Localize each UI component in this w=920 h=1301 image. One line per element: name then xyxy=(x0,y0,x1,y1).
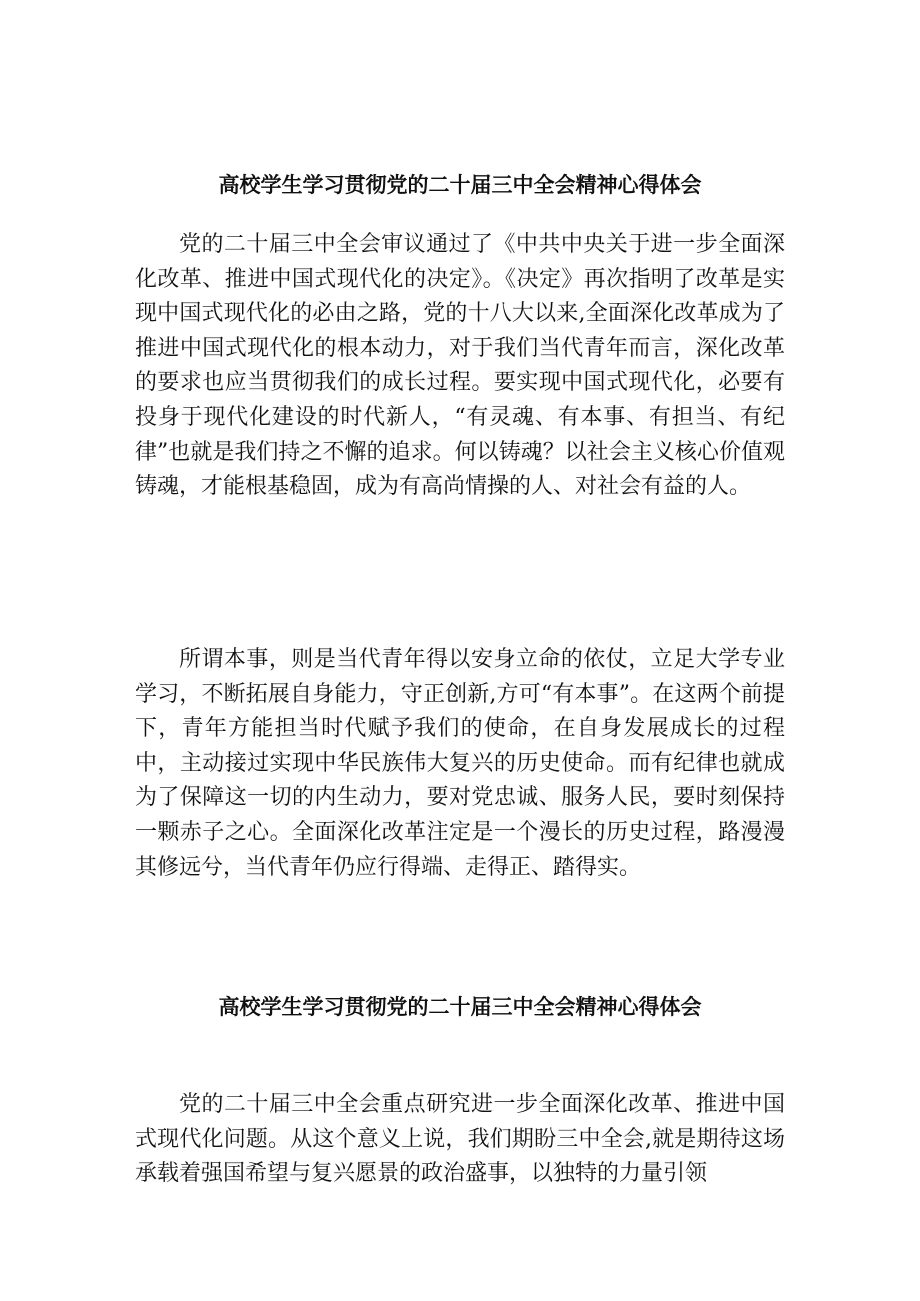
section-2-title: 高校学生学习贯彻党的二十届三中全会精神心得体会 xyxy=(218,995,702,1019)
section-1-paragraph-2: 所谓本事，则是当代青年得以安身立命的依仗，立足大学专业学习，不断拓展自身能力，守正创新,方可“有本事”。在这两个前提下，青年方能担当时代赋予我们的使命，在自身发展成长的过程中，主动接过实现中华民族伟大复兴的历史使命。而有纪律也就成为了保障这一切的内生动力，要对党忠诚、服务人民，要时刻保持一颗赤子之心。全面深化改革注定是一个漫长的历史过程，路漫漫其修远兮，当代青年仍应行得端、走得正、踏得实。 xyxy=(135,647,785,880)
section-2-paragraph-1: 党的二十届三中全会重点研究进一步全面深化改革、推进中国式现代化问题。从这个意义上说，我们期盼三中全会,就是期待这场承载着强国希望与复兴愿景的政治盛事，以独特的力量引领 xyxy=(135,1092,785,1187)
section-1-paragraph-1: 党的二十届三中全会审议通过了《中共中央关于进一步全面深化改革、推进中国式现代化的决定》。《决定》再次指明了改革是实现中国式现代化的必由之路，党的十八大以来,全面深化改革成为了推进中国式现代化的根本动力，对于我们当代青年而言，深化改革的要求也应当贯彻我们的成长过程。要实现中国式现代化，必要有投身于现代化建设的时代新人，“有灵魂、有本事、有担当、有纪律”也就是我们持之不懈的追求。何以铸魂？以社会主义核心价值观铸魂，才能根基稳固，成为有高尚情操的人、对社会有益的人。 xyxy=(135,232,785,500)
section-1-title: 高校学生学习贯彻党的二十届三中全会精神心得体会 xyxy=(218,173,702,197)
